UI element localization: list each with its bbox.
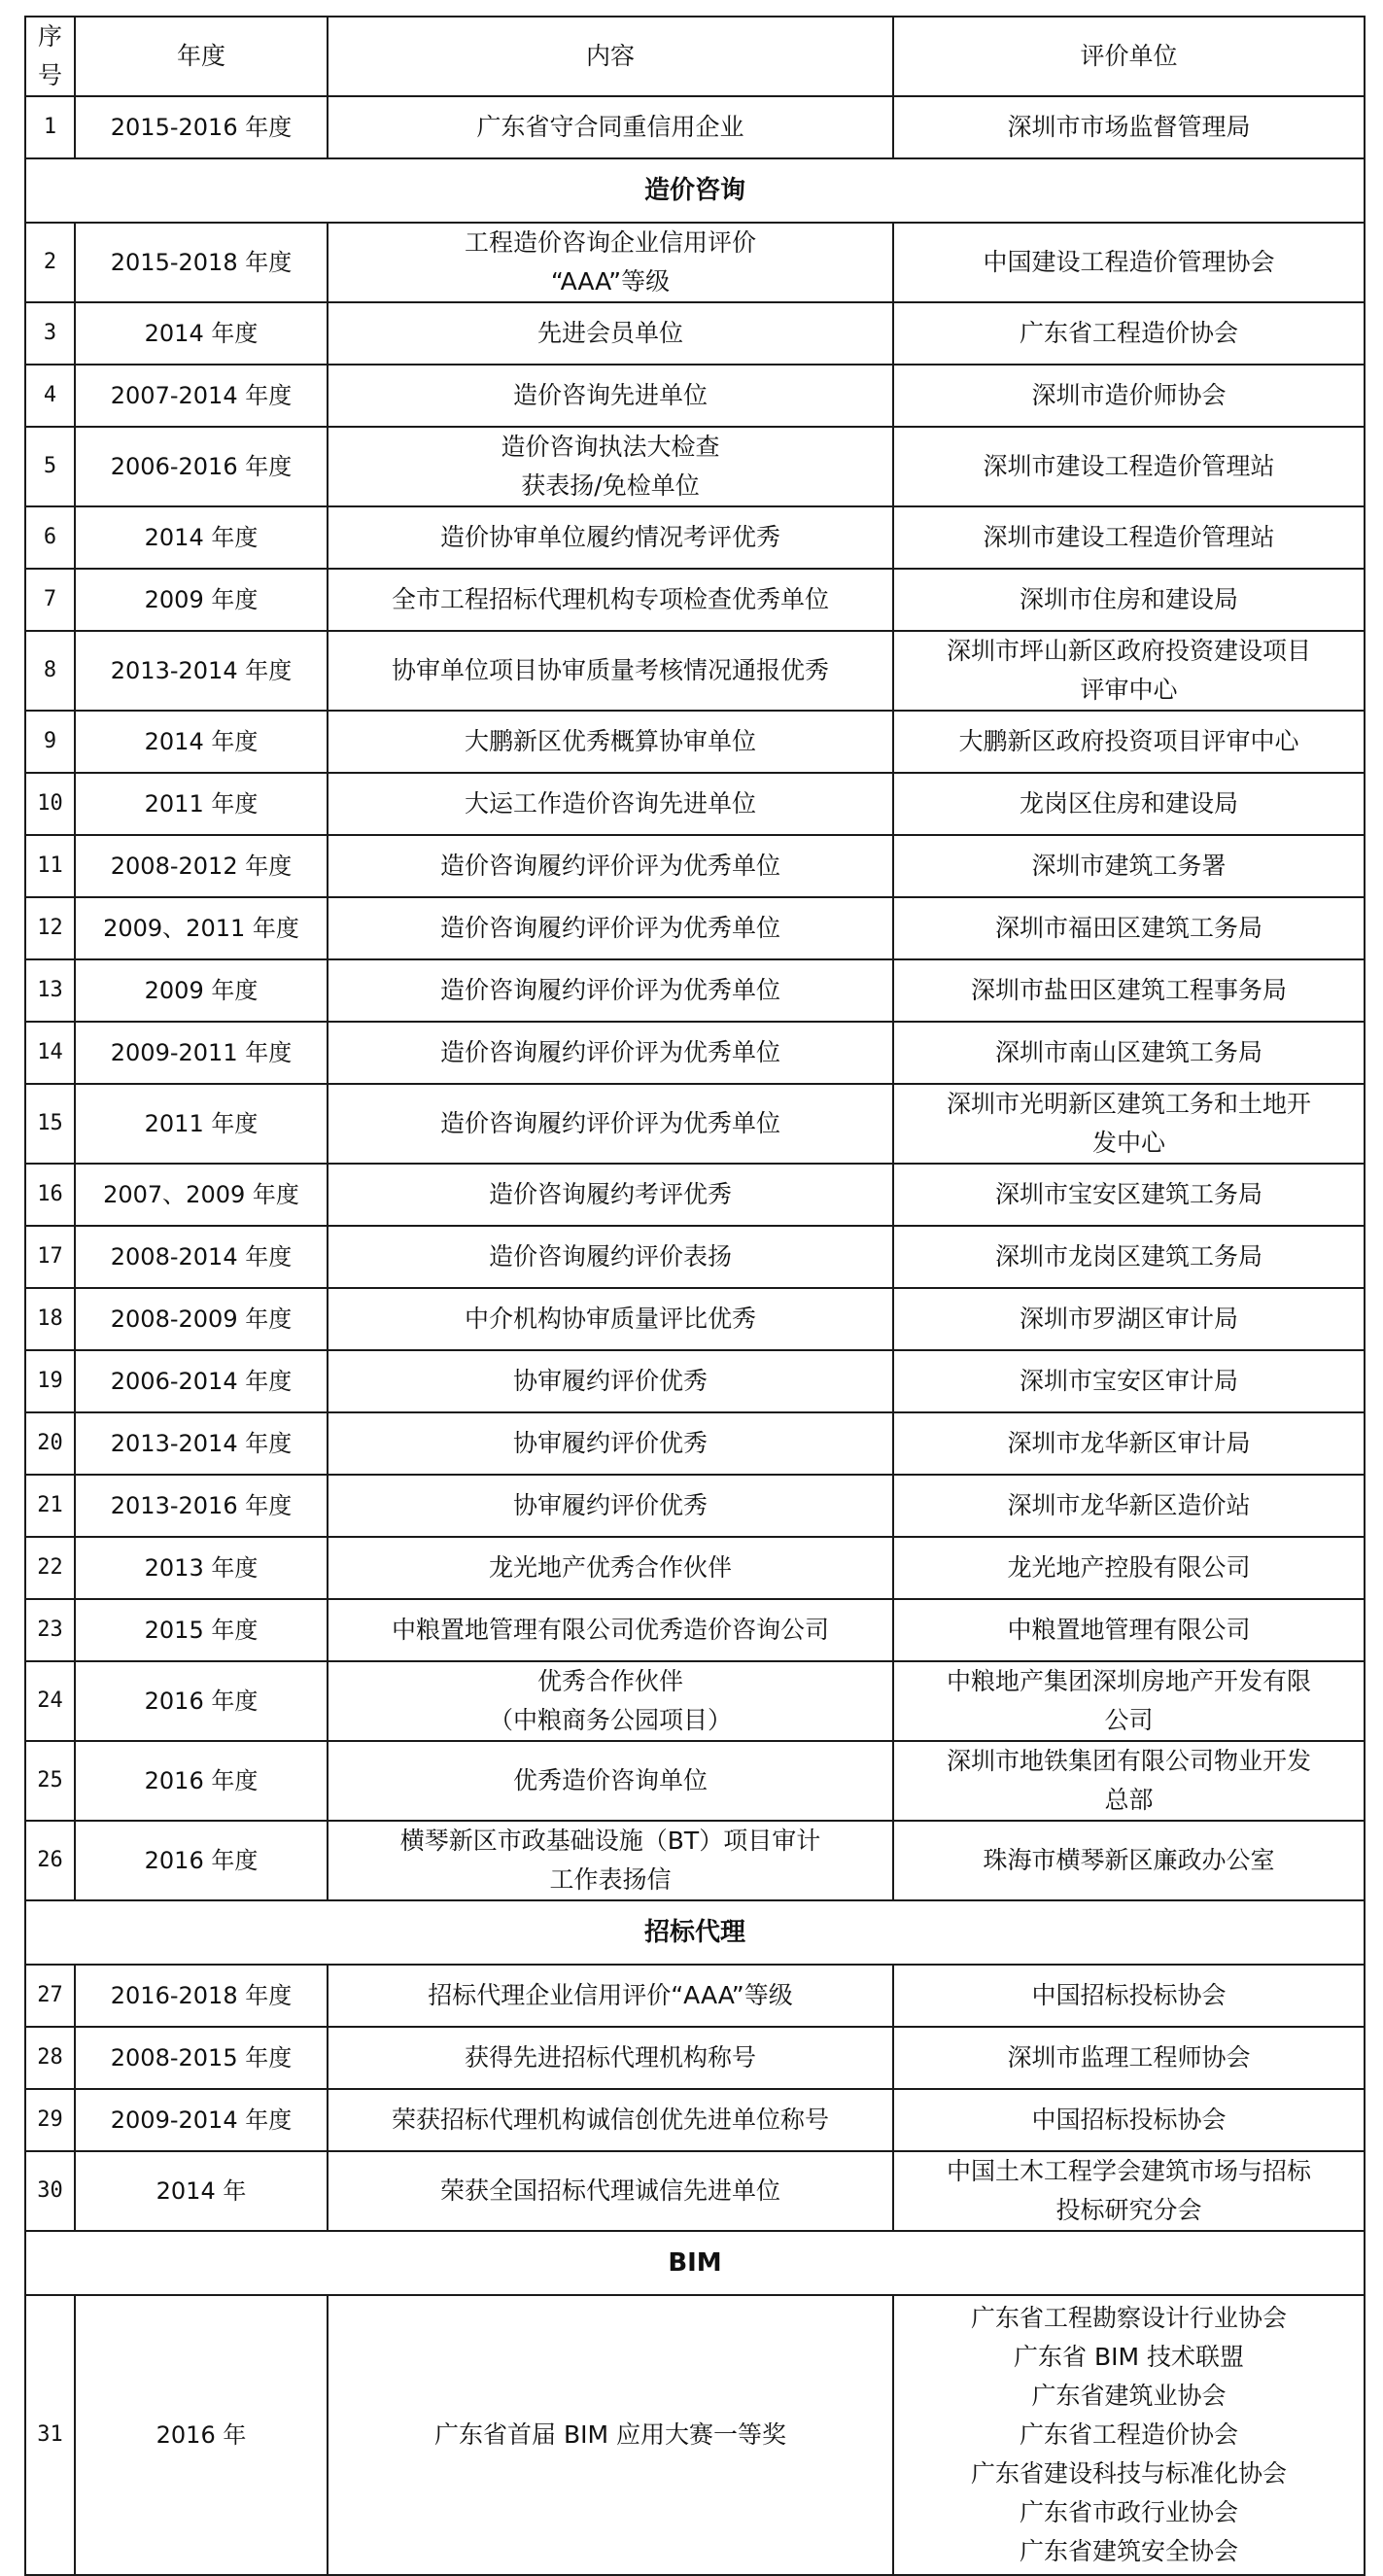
header-row: [25, 17, 1365, 96]
unit-line: 投标研究分会: [1055, 2196, 1202, 2224]
cell-unit: [893, 223, 1365, 302]
table-row: [25, 2295, 1365, 2575]
table-row: [25, 2089, 1365, 2151]
unit-line: 深圳市监理工程师协会: [1007, 2043, 1251, 2071]
unit-line: 深圳市龙岗区建筑工务局: [994, 1242, 1262, 1271]
cell-year: 2008-2009 年度: [75, 1288, 328, 1350]
table-row: [25, 959, 1365, 1022]
section-title: BIM: [25, 2231, 1365, 2295]
table-row: [25, 631, 1365, 711]
unit-line: 深圳市南山区建筑工务局: [994, 1038, 1262, 1066]
section-row: [25, 2231, 1365, 2295]
cell-year: 2016 年: [75, 2295, 328, 2575]
unit-line: 公司: [1104, 1706, 1154, 1734]
unit-line: 珠海市横琴新区廉政办公室: [983, 1846, 1275, 1874]
cell-year: 2008-2014 年度: [75, 1226, 328, 1288]
cell-year: 2009 年度: [75, 959, 328, 1022]
content-line: 协审履约评价优秀: [512, 1491, 708, 1519]
table-row: [25, 1537, 1365, 1599]
cell-year: 2009-2011 年度: [75, 1022, 328, 1084]
cell-content: [328, 2151, 893, 2231]
cell-unit: [893, 1226, 1365, 1288]
cell-year: 2014 年度: [75, 711, 328, 773]
content-line: 造价咨询履约评价评为优秀单位: [439, 976, 780, 1004]
content-line: 造价咨询履约评价评为优秀单位: [439, 1038, 780, 1066]
cell-content: [328, 1741, 893, 1821]
content-line: 大鹏新区优秀概算协审单位: [464, 727, 756, 755]
cell-unit: [893, 959, 1365, 1022]
cell-seq: 12: [25, 897, 75, 959]
cell-unit: [893, 1965, 1365, 2027]
cell-content: [328, 1022, 893, 1084]
cell-content: [328, 1164, 893, 1226]
content-line: 造价咨询履约评价评为优秀单位: [439, 852, 780, 880]
content-line: 造价咨询履约考评优秀: [488, 1180, 732, 1208]
unit-line: 总部: [1104, 1786, 1154, 1814]
cell-content: [328, 1226, 893, 1288]
cell-year: 2016 年度: [75, 1821, 328, 1900]
unit-line: 广东省建设科技与标准化协会: [970, 2459, 1287, 2488]
cell-unit: [893, 1022, 1365, 1084]
cell-seq: 10: [25, 773, 75, 835]
cell-seq: 14: [25, 1022, 75, 1084]
unit-line: 中国招标投标协会: [1031, 1981, 1227, 2009]
cell-content: [328, 1821, 893, 1900]
header-unit: 评价单位: [893, 17, 1365, 96]
unit-line: 龙光地产控股有限公司: [1007, 1553, 1251, 1582]
cell-seq: 27: [25, 1965, 75, 2027]
content-line: 中粮置地管理有限公司优秀造价咨询公司: [391, 1616, 829, 1644]
unit-line: 大鹏新区政府投资项目评审中心: [958, 727, 1299, 755]
cell-year: 2011 年度: [75, 773, 328, 835]
cell-unit: [893, 365, 1365, 427]
cell-seq: 25: [25, 1741, 75, 1821]
content-line: “AAA”等级: [550, 267, 671, 296]
cell-seq: 3: [25, 302, 75, 365]
cell-unit: [893, 2089, 1365, 2151]
content-line: 大运工作造价咨询先进单位: [464, 789, 756, 818]
cell-year: 2007、2009 年度: [75, 1164, 328, 1226]
table-row: [25, 2027, 1365, 2089]
table-row: [25, 96, 1365, 158]
unit-line: 深圳市宝安区审计局: [1019, 1367, 1238, 1395]
cell-content: [328, 1350, 893, 1412]
table-row: [25, 2151, 1365, 2231]
content-line: 协审履约评价优秀: [512, 1429, 708, 1457]
cell-seq: 22: [25, 1537, 75, 1599]
unit-line: 广东省建筑业协会: [1031, 2382, 1227, 2410]
section-title: 招标代理: [25, 1900, 1365, 1965]
cell-content: [328, 1599, 893, 1661]
cell-year: 2015-2016 年度: [75, 96, 328, 158]
table-row: [25, 427, 1365, 506]
cell-year: 2015 年度: [75, 1599, 328, 1661]
cell-seq: 18: [25, 1288, 75, 1350]
header-year: 年度: [75, 17, 328, 96]
cell-year: 2014 年度: [75, 302, 328, 365]
cell-content: [328, 2027, 893, 2089]
unit-line: 深圳市宝安区建筑工务局: [994, 1180, 1262, 1208]
content-line: 横琴新区市政基础设施（BT）项目审计: [399, 1827, 821, 1855]
table-row: [25, 1821, 1365, 1900]
cell-year: 2013 年度: [75, 1537, 328, 1599]
unit-line: 深圳市罗湖区审计局: [1019, 1305, 1238, 1333]
cell-seq: 21: [25, 1475, 75, 1537]
cell-content: [328, 365, 893, 427]
cell-content: [328, 1965, 893, 2027]
unit-line: 深圳市建设工程造价管理站: [983, 523, 1275, 551]
cell-content: [328, 427, 893, 506]
table-row: [25, 1164, 1365, 1226]
honors-table: [24, 16, 1366, 2576]
table-row: [25, 365, 1365, 427]
content-line: 获得先进招标代理机构称号: [464, 2043, 756, 2071]
cell-seq: 23: [25, 1599, 75, 1661]
cell-content: [328, 1288, 893, 1350]
cell-seq: 6: [25, 506, 75, 569]
cell-unit: [893, 773, 1365, 835]
table-row: [25, 897, 1365, 959]
cell-unit: [893, 711, 1365, 773]
cell-content: [328, 1661, 893, 1741]
unit-line: 深圳市地铁集团有限公司物业开发: [946, 1747, 1311, 1775]
content-line: 工作表扬信: [549, 1865, 672, 1894]
cell-content: [328, 959, 893, 1022]
content-line: 协审单位项目协审质量考核情况通报优秀: [391, 656, 829, 684]
table-row: [25, 711, 1365, 773]
cell-content: [328, 631, 893, 711]
cell-unit: [893, 1599, 1365, 1661]
cell-unit: [893, 1350, 1365, 1412]
cell-unit: [893, 1661, 1365, 1741]
cell-seq: 30: [25, 2151, 75, 2231]
table-row: [25, 773, 1365, 835]
table-row: [25, 1288, 1365, 1350]
section-row: [25, 158, 1365, 223]
content-line: 荣获全国招标代理诚信先进单位: [439, 2176, 780, 2205]
content-line: 先进会员单位: [536, 319, 683, 347]
cell-content: [328, 506, 893, 569]
content-line: 龙光地产优秀合作伙伴: [488, 1553, 732, 1582]
cell-year: 2007-2014 年度: [75, 365, 328, 427]
cell-unit: [893, 569, 1365, 631]
cell-content: [328, 302, 893, 365]
cell-seq: 28: [25, 2027, 75, 2089]
content-line: 荣获招标代理机构诚信创优先进单位称号: [391, 2106, 829, 2134]
unit-line: 深圳市盐田区建筑工程事务局: [970, 976, 1287, 1004]
cell-content: [328, 223, 893, 302]
table-row: [25, 1741, 1365, 1821]
table-row: [25, 1084, 1365, 1164]
cell-year: 2009 年度: [75, 569, 328, 631]
table-row: [25, 1022, 1365, 1084]
cell-content: [328, 1084, 893, 1164]
content-line: 造价协审单位履约情况考评优秀: [439, 523, 780, 551]
cell-seq: 16: [25, 1164, 75, 1226]
cell-content: [328, 1537, 893, 1599]
cell-seq: 31: [25, 2295, 75, 2575]
content-line: 工程造价咨询企业信用评价: [464, 228, 756, 257]
content-line: 造价咨询执法大检查: [501, 433, 720, 461]
unit-line: 深圳市坪山新区政府投资建设项目: [946, 637, 1311, 665]
cell-year: 2014 年: [75, 2151, 328, 2231]
cell-unit: [893, 1537, 1365, 1599]
unit-line: 龙岗区住房和建设局: [1019, 789, 1238, 818]
cell-seq: 7: [25, 569, 75, 631]
cell-seq: 29: [25, 2089, 75, 2151]
cell-seq: 11: [25, 835, 75, 897]
cell-unit: [893, 1741, 1365, 1821]
content-line: 造价咨询履约评价评为优秀单位: [439, 1109, 780, 1137]
cell-year: 2009、2011 年度: [75, 897, 328, 959]
unit-line: 广东省 BIM 技术联盟: [1014, 2343, 1244, 2371]
cell-seq: 1: [25, 96, 75, 158]
cell-year: 2013-2016 年度: [75, 1475, 328, 1537]
content-line: 优秀合作伙伴: [536, 1667, 683, 1695]
table-row: [25, 1965, 1365, 2027]
cell-unit: [893, 2151, 1365, 2231]
cell-seq: 19: [25, 1350, 75, 1412]
cell-year: 2016 年度: [75, 1741, 328, 1821]
unit-line: 广东省工程造价协会: [1019, 2420, 1238, 2449]
table-row: [25, 1412, 1365, 1475]
cell-seq: 26: [25, 1821, 75, 1900]
cell-unit: [893, 427, 1365, 506]
cell-year: 2008-2012 年度: [75, 835, 328, 897]
cell-unit: [893, 1475, 1365, 1537]
table-body: [25, 96, 1365, 2575]
unit-line: 广东省工程造价协会: [1019, 319, 1238, 347]
unit-line: 深圳市造价师协会: [1031, 381, 1227, 409]
cell-unit: [893, 2027, 1365, 2089]
cell-content: [328, 897, 893, 959]
cell-year: 2008-2015 年度: [75, 2027, 328, 2089]
unit-line: 深圳市住房和建设局: [1019, 585, 1238, 613]
cell-year: 2013-2014 年度: [75, 631, 328, 711]
cell-content: [328, 2089, 893, 2151]
cell-content: [328, 773, 893, 835]
cell-unit: [893, 835, 1365, 897]
unit-line: 深圳市龙华新区审计局: [1007, 1429, 1251, 1457]
unit-line: 深圳市龙华新区造价站: [1007, 1491, 1251, 1519]
cell-unit: [893, 897, 1365, 959]
unit-line: 深圳市光明新区建筑工务和土地开: [946, 1090, 1311, 1118]
unit-line: 评审中心: [1080, 676, 1178, 704]
content-line: 造价咨询履约评价表扬: [488, 1242, 732, 1271]
cell-seq: 4: [25, 365, 75, 427]
unit-line: 中国土木工程学会建筑市场与招标: [946, 2157, 1311, 2185]
cell-content: [328, 2295, 893, 2575]
cell-seq: 5: [25, 427, 75, 506]
content-line: （中粮商务公园项目）: [488, 1706, 732, 1734]
cell-year: 2015-2018 年度: [75, 223, 328, 302]
cell-content: [328, 711, 893, 773]
cell-unit: [893, 631, 1365, 711]
cell-unit: [893, 1288, 1365, 1350]
header-content: 内容: [328, 17, 893, 96]
unit-line: 深圳市福田区建筑工务局: [994, 914, 1262, 942]
unit-line: 中国招标投标协会: [1031, 2106, 1227, 2134]
table-row: [25, 223, 1365, 302]
cell-seq: 24: [25, 1661, 75, 1741]
cell-unit: [893, 2295, 1365, 2575]
unit-line: 中国建设工程造价管理协会: [983, 248, 1275, 276]
cell-unit: [893, 302, 1365, 365]
content-line: 招标代理企业信用评价“AAA”等级: [428, 1981, 793, 2009]
section-title: 造价咨询: [25, 158, 1365, 223]
table-row: [25, 1661, 1365, 1741]
cell-seq: 9: [25, 711, 75, 773]
content-line: 造价咨询履约评价评为优秀单位: [439, 914, 780, 942]
content-line: 广东省守合同重信用企业: [476, 113, 744, 141]
cell-year: 2006-2014 年度: [75, 1350, 328, 1412]
cell-content: [328, 1475, 893, 1537]
cell-unit: [893, 1412, 1365, 1475]
unit-line: 广东省工程勘察设计行业协会: [970, 2304, 1287, 2332]
unit-line: 深圳市建设工程造价管理站: [983, 452, 1275, 480]
unit-line: 深圳市建筑工务署: [1031, 852, 1227, 880]
unit-line: 广东省建筑安全协会: [1019, 2537, 1238, 2565]
unit-line: 中粮置地管理有限公司: [1007, 1616, 1251, 1644]
content-line: 获表扬/免检单位: [521, 471, 700, 500]
unit-line: 广东省市政行业协会: [1019, 2498, 1238, 2526]
cell-content: [328, 569, 893, 631]
cell-year: 2016-2018 年度: [75, 1965, 328, 2027]
content-line: 中介机构协审质量评比优秀: [464, 1305, 756, 1333]
cell-unit: [893, 1084, 1365, 1164]
content-line: 优秀造价咨询单位: [512, 1766, 708, 1794]
cell-year: 2011 年度: [75, 1084, 328, 1164]
header-seq: 序号: [25, 17, 75, 96]
cell-content: [328, 1412, 893, 1475]
cell-year: 2009-2014 年度: [75, 2089, 328, 2151]
cell-content: [328, 96, 893, 158]
content-line: 造价咨询先进单位: [512, 381, 708, 409]
table-row: [25, 506, 1365, 569]
cell-seq: 15: [25, 1084, 75, 1164]
content-line: 协审履约评价优秀: [512, 1367, 708, 1395]
cell-unit: [893, 1164, 1365, 1226]
cell-unit: [893, 1821, 1365, 1900]
cell-seq: 20: [25, 1412, 75, 1475]
table-row: [25, 1599, 1365, 1661]
cell-year: 2016 年度: [75, 1661, 328, 1741]
cell-seq: 8: [25, 631, 75, 711]
cell-seq: 13: [25, 959, 75, 1022]
content-line: 全市工程招标代理机构专项检查优秀单位: [391, 585, 829, 613]
table-row: [25, 835, 1365, 897]
cell-seq: 17: [25, 1226, 75, 1288]
content-line: 广东省首届 BIM 应用大赛一等奖: [434, 2420, 786, 2449]
table-row: [25, 302, 1365, 365]
unit-line: 发中心: [1091, 1129, 1165, 1157]
cell-seq: 2: [25, 223, 75, 302]
cell-unit: [893, 96, 1365, 158]
table-row: [25, 1350, 1365, 1412]
cell-unit: [893, 506, 1365, 569]
cell-year: 2006-2016 年度: [75, 427, 328, 506]
cell-content: [328, 835, 893, 897]
cell-year: 2013-2014 年度: [75, 1412, 328, 1475]
unit-line: 中粮地产集团深圳房地产开发有限: [946, 1667, 1311, 1695]
section-row: [25, 1900, 1365, 1965]
table-row: [25, 569, 1365, 631]
table-row: [25, 1475, 1365, 1537]
cell-year: 2014 年度: [75, 506, 328, 569]
unit-line: 深圳市市场监督管理局: [1007, 113, 1251, 141]
table-row: [25, 1226, 1365, 1288]
